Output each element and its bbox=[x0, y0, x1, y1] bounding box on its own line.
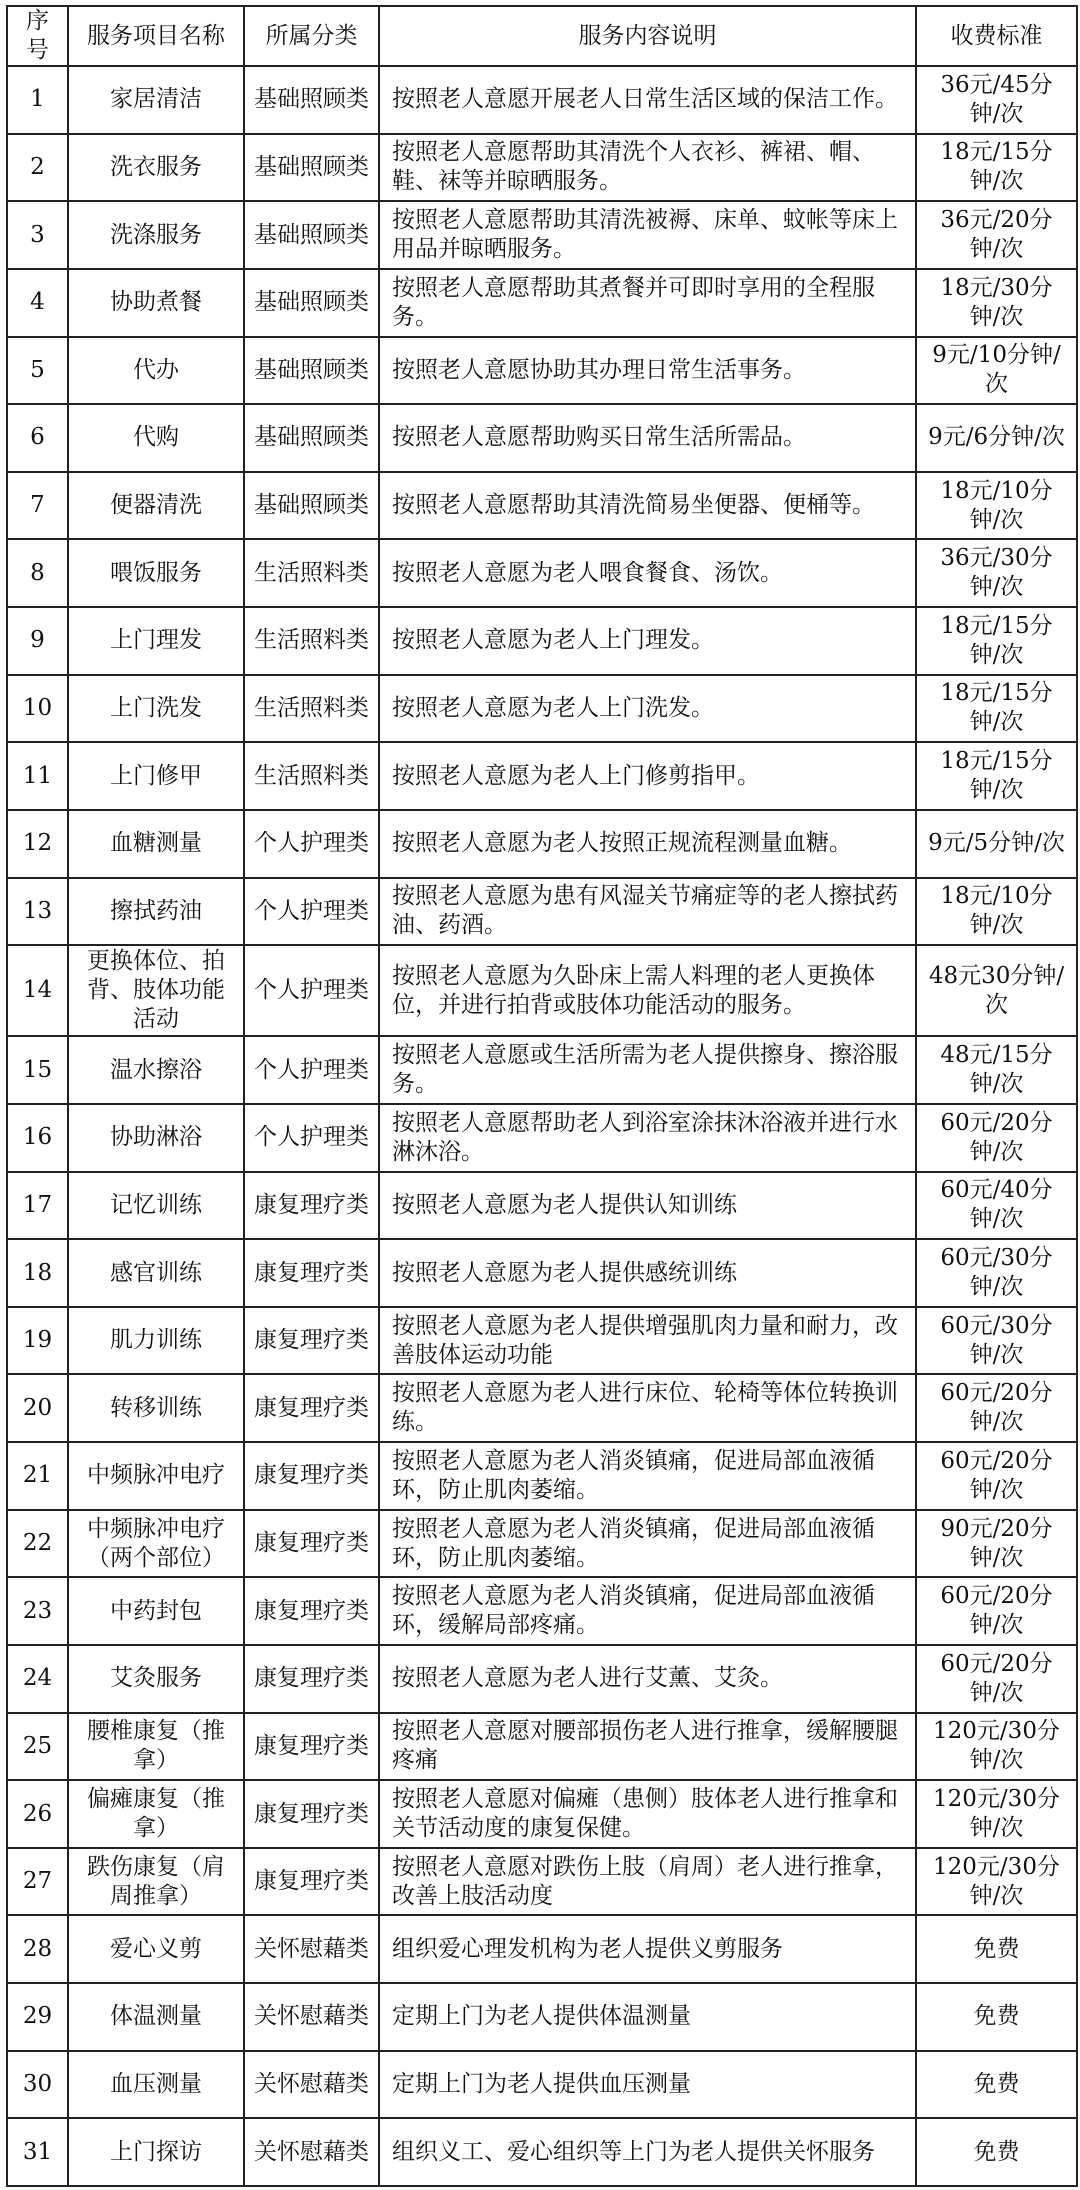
service-fee: 60元/40分钟/次 bbox=[916, 1172, 1077, 1240]
service-name: 血压测量 bbox=[68, 2051, 244, 2119]
row-number: 31 bbox=[7, 2118, 68, 2186]
service-name: 喂饭服务 bbox=[68, 539, 244, 607]
service-name: 中药封包 bbox=[68, 1577, 244, 1645]
service-fee: 免费 bbox=[916, 2118, 1077, 2186]
service-description: 按照老人意愿对偏瘫（患侧）肢体老人进行推拿和关节活动度的康复保健。 bbox=[379, 1780, 916, 1848]
service-fee: 120元/30分钟/次 bbox=[916, 1780, 1077, 1848]
service-category: 生活照料类 bbox=[244, 675, 379, 743]
service-name: 中频脉冲电疗 bbox=[68, 1442, 244, 1510]
service-fee: 36元/45分钟/次 bbox=[916, 66, 1077, 134]
service-name: 中频脉冲电疗（两个部位） bbox=[68, 1510, 244, 1578]
service-fee-table bbox=[6, 5, 1078, 2187]
service-description: 按照老人意愿为老人消炎镇痛，促进局部血液循环，缓解局部疼痛。 bbox=[379, 1577, 916, 1645]
service-fee: 120元/30分钟/次 bbox=[916, 1848, 1077, 1916]
header-service-name: 服务项目名称 bbox=[68, 6, 244, 66]
service-description: 按照老人意愿为老人喂食餐食、汤饮。 bbox=[379, 539, 916, 607]
service-fee: 9元/5分钟/次 bbox=[916, 810, 1077, 878]
service-category: 个人护理类 bbox=[244, 1104, 379, 1172]
service-category: 基础照顾类 bbox=[244, 472, 379, 540]
service-description: 按照老人意愿为老人上门理发。 bbox=[379, 607, 916, 675]
service-fee: 免费 bbox=[916, 1983, 1077, 2051]
service-category: 康复理疗类 bbox=[244, 1172, 379, 1240]
service-name: 上门理发 bbox=[68, 607, 244, 675]
header-description: 服务内容说明 bbox=[379, 6, 916, 66]
service-name: 感官训练 bbox=[68, 1239, 244, 1307]
row-number: 19 bbox=[7, 1307, 68, 1375]
service-description: 按照老人意愿帮助其煮餐并可即时享用的全程服务。 bbox=[379, 269, 916, 337]
table-row bbox=[7, 1780, 1077, 1848]
row-number: 4 bbox=[7, 269, 68, 337]
service-name: 上门修甲 bbox=[68, 742, 244, 810]
service-name: 代购 bbox=[68, 404, 244, 472]
service-name: 跌伤康复（肩周推拿） bbox=[68, 1848, 244, 1916]
service-fee: 18元/30分钟/次 bbox=[916, 269, 1077, 337]
table-row bbox=[7, 810, 1077, 878]
service-description: 按照老人意愿为老人上门修剪指甲。 bbox=[379, 742, 916, 810]
header-fee: 收费标准 bbox=[916, 6, 1077, 66]
table-row bbox=[7, 1577, 1077, 1645]
row-number: 29 bbox=[7, 1983, 68, 2051]
service-category: 康复理疗类 bbox=[244, 1645, 379, 1713]
service-description: 组织义工、爱心组织等上门为老人提供关怀服务 bbox=[379, 2118, 916, 2186]
row-number: 12 bbox=[7, 810, 68, 878]
service-description: 按照老人意愿为老人消炎镇痛，促进局部血液循环，防止肌肉萎缩。 bbox=[379, 1442, 916, 1510]
row-number: 18 bbox=[7, 1239, 68, 1307]
row-number: 25 bbox=[7, 1713, 68, 1781]
service-fee: 120元/30分钟/次 bbox=[916, 1713, 1077, 1781]
row-number: 10 bbox=[7, 675, 68, 743]
service-category: 基础照顾类 bbox=[244, 201, 379, 269]
row-number: 26 bbox=[7, 1780, 68, 1848]
table-row bbox=[7, 1307, 1077, 1375]
service-category: 康复理疗类 bbox=[244, 1374, 379, 1442]
table-row bbox=[7, 201, 1077, 269]
service-fee: 9元/10分钟/次 bbox=[916, 337, 1077, 405]
table-row bbox=[7, 1645, 1077, 1713]
row-number: 7 bbox=[7, 472, 68, 540]
service-description: 按照老人意愿为老人按照正规流程测量血糖。 bbox=[379, 810, 916, 878]
table-row bbox=[7, 472, 1077, 540]
service-fee: 60元/30分钟/次 bbox=[916, 1307, 1077, 1375]
service-description: 按照老人意愿为久卧床上需人料理的老人更换体位，并进行拍背或肢体功能活动的服务。 bbox=[379, 945, 916, 1036]
table-row bbox=[7, 66, 1077, 134]
service-name: 上门洗发 bbox=[68, 675, 244, 743]
row-number: 14 bbox=[7, 945, 68, 1036]
service-description: 按照老人意愿为老人上门洗发。 bbox=[379, 675, 916, 743]
table-row bbox=[7, 945, 1077, 1036]
service-name: 协助淋浴 bbox=[68, 1104, 244, 1172]
service-fee: 免费 bbox=[916, 1915, 1077, 1983]
row-number: 1 bbox=[7, 66, 68, 134]
service-name: 协助煮餐 bbox=[68, 269, 244, 337]
service-fee: 36元/30分钟/次 bbox=[916, 539, 1077, 607]
service-description: 组织爱心理发机构为老人提供义剪服务 bbox=[379, 1915, 916, 1983]
service-name: 血糖测量 bbox=[68, 810, 244, 878]
service-description: 按照老人意愿为老人消炎镇痛，促进局部血液循环，防止肌肉萎缩。 bbox=[379, 1510, 916, 1578]
service-category: 生活照料类 bbox=[244, 742, 379, 810]
service-description: 按照老人意愿协助其办理日常生活事务。 bbox=[379, 337, 916, 405]
table-row bbox=[7, 1172, 1077, 1240]
service-fee: 48元30分钟/次 bbox=[916, 945, 1077, 1036]
table-row bbox=[7, 269, 1077, 337]
table-row bbox=[7, 1713, 1077, 1781]
service-category: 个人护理类 bbox=[244, 810, 379, 878]
service-name: 腰椎康复（推拿） bbox=[68, 1713, 244, 1781]
service-category: 康复理疗类 bbox=[244, 1780, 379, 1848]
row-number: 2 bbox=[7, 134, 68, 202]
service-category: 个人护理类 bbox=[244, 945, 379, 1036]
service-name: 洗衣服务 bbox=[68, 134, 244, 202]
service-fee: 60元/20分钟/次 bbox=[916, 1442, 1077, 1510]
service-fee: 36元/20分钟/次 bbox=[916, 201, 1077, 269]
table-row bbox=[7, 742, 1077, 810]
service-category: 关怀慰藉类 bbox=[244, 1915, 379, 1983]
service-description: 定期上门为老人提供体温测量 bbox=[379, 1983, 916, 2051]
service-fee: 60元/20分钟/次 bbox=[916, 1645, 1077, 1713]
service-category: 基础照顾类 bbox=[244, 337, 379, 405]
service-category: 基础照顾类 bbox=[244, 134, 379, 202]
service-category: 生活照料类 bbox=[244, 607, 379, 675]
table-row bbox=[7, 607, 1077, 675]
table-row bbox=[7, 337, 1077, 405]
service-category: 个人护理类 bbox=[244, 1036, 379, 1104]
service-fee: 60元/20分钟/次 bbox=[916, 1374, 1077, 1442]
service-category: 康复理疗类 bbox=[244, 1442, 379, 1510]
service-name: 爱心义剪 bbox=[68, 1915, 244, 1983]
service-category: 康复理疗类 bbox=[244, 1239, 379, 1307]
table-row bbox=[7, 404, 1077, 472]
row-number: 28 bbox=[7, 1915, 68, 1983]
service-category: 生活照料类 bbox=[244, 539, 379, 607]
service-description: 按照老人意愿为患有风湿关节痛症等的老人擦拭药油、药酒。 bbox=[379, 878, 916, 946]
table-row bbox=[7, 2118, 1077, 2186]
service-name: 体温测量 bbox=[68, 1983, 244, 2051]
table-row bbox=[7, 1036, 1077, 1104]
row-number: 8 bbox=[7, 539, 68, 607]
service-fee: 18元/10分钟/次 bbox=[916, 472, 1077, 540]
row-number: 15 bbox=[7, 1036, 68, 1104]
row-number: 11 bbox=[7, 742, 68, 810]
service-description: 定期上门为老人提供血压测量 bbox=[379, 2051, 916, 2119]
service-description: 按照老人意愿为老人提供认知训练 bbox=[379, 1172, 916, 1240]
service-category: 康复理疗类 bbox=[244, 1848, 379, 1916]
service-fee: 18元/15分钟/次 bbox=[916, 675, 1077, 743]
service-description: 按照老人意愿为老人进行艾薰、艾灸。 bbox=[379, 1645, 916, 1713]
service-name: 温水擦浴 bbox=[68, 1036, 244, 1104]
table-row bbox=[7, 1374, 1077, 1442]
table-row bbox=[7, 675, 1077, 743]
service-name: 便器清洗 bbox=[68, 472, 244, 540]
service-name: 洗涤服务 bbox=[68, 201, 244, 269]
service-description: 按照老人意愿帮助老人到浴室涂抹沐浴液并进行水淋沐浴。 bbox=[379, 1104, 916, 1172]
header-row bbox=[7, 6, 1077, 66]
service-fee: 18元/15分钟/次 bbox=[916, 607, 1077, 675]
service-description: 按照老人意愿帮助其清洗个人衣衫、裤裙、帽、鞋、袜等并晾晒服务。 bbox=[379, 134, 916, 202]
service-name: 代办 bbox=[68, 337, 244, 405]
service-fee: 60元/20分钟/次 bbox=[916, 1577, 1077, 1645]
service-description: 按照老人意愿或生活所需为老人提供擦身、擦浴服务。 bbox=[379, 1036, 916, 1104]
row-number: 21 bbox=[7, 1442, 68, 1510]
service-fee: 48元/15分钟/次 bbox=[916, 1036, 1077, 1104]
service-category: 关怀慰藉类 bbox=[244, 2118, 379, 2186]
service-name: 擦拭药油 bbox=[68, 878, 244, 946]
table-row bbox=[7, 1442, 1077, 1510]
service-description: 按照老人意愿为老人提供感统训练 bbox=[379, 1239, 916, 1307]
row-number: 17 bbox=[7, 1172, 68, 1240]
service-name: 肌力训练 bbox=[68, 1307, 244, 1375]
service-category: 基础照顾类 bbox=[244, 269, 379, 337]
service-name: 更换体位、拍背、肢体功能活动 bbox=[68, 945, 244, 1036]
table-row bbox=[7, 1239, 1077, 1307]
table-row bbox=[7, 2051, 1077, 2119]
service-description: 按照老人意愿为老人提供增强肌肉力量和耐力，改善肢体运动功能 bbox=[379, 1307, 916, 1375]
service-fee: 60元/30分钟/次 bbox=[916, 1239, 1077, 1307]
table-row bbox=[7, 134, 1077, 202]
table-row bbox=[7, 539, 1077, 607]
service-fee: 90元/20分钟/次 bbox=[916, 1510, 1077, 1578]
service-fee: 18元/15分钟/次 bbox=[916, 742, 1077, 810]
row-number: 23 bbox=[7, 1577, 68, 1645]
service-fee: 免费 bbox=[916, 2051, 1077, 2119]
service-name: 转移训练 bbox=[68, 1374, 244, 1442]
service-description: 按照老人意愿帮助其清洗被褥、床单、蚊帐等床上用品并晾晒服务。 bbox=[379, 201, 916, 269]
row-number: 20 bbox=[7, 1374, 68, 1442]
row-number: 13 bbox=[7, 878, 68, 946]
row-number: 5 bbox=[7, 337, 68, 405]
service-description: 按照老人意愿开展老人日常生活区域的保洁工作。 bbox=[379, 66, 916, 134]
table-row bbox=[7, 1848, 1077, 1916]
service-category: 康复理疗类 bbox=[244, 1510, 379, 1578]
service-category: 康复理疗类 bbox=[244, 1307, 379, 1375]
row-number: 3 bbox=[7, 201, 68, 269]
service-name: 艾灸服务 bbox=[68, 1645, 244, 1713]
row-number: 24 bbox=[7, 1645, 68, 1713]
row-number: 30 bbox=[7, 2051, 68, 2119]
row-number: 16 bbox=[7, 1104, 68, 1172]
table-row bbox=[7, 1983, 1077, 2051]
row-number: 22 bbox=[7, 1510, 68, 1578]
service-fee: 60元/20分钟/次 bbox=[916, 1104, 1077, 1172]
service-description: 按照老人意愿对腰部损伤老人进行推拿，缓解腰腿疼痛 bbox=[379, 1713, 916, 1781]
service-name: 记忆训练 bbox=[68, 1172, 244, 1240]
service-fee: 18元/15分钟/次 bbox=[916, 134, 1077, 202]
service-category: 康复理疗类 bbox=[244, 1577, 379, 1645]
row-number: 9 bbox=[7, 607, 68, 675]
row-number: 27 bbox=[7, 1848, 68, 1916]
table-row bbox=[7, 1104, 1077, 1172]
service-category: 康复理疗类 bbox=[244, 1713, 379, 1781]
service-category: 基础照顾类 bbox=[244, 66, 379, 134]
service-description: 按照老人意愿为老人进行床位、轮椅等体位转换训练。 bbox=[379, 1374, 916, 1442]
service-name: 偏瘫康复（推拿） bbox=[68, 1780, 244, 1848]
table-row bbox=[7, 1915, 1077, 1983]
service-description: 按照老人意愿帮助其清洗简易坐便器、便桶等。 bbox=[379, 472, 916, 540]
service-name: 上门探访 bbox=[68, 2118, 244, 2186]
service-category: 基础照顾类 bbox=[244, 404, 379, 472]
service-name: 家居清洁 bbox=[68, 66, 244, 134]
service-fee: 9元/6分钟/次 bbox=[916, 404, 1077, 472]
service-fee: 18元/10分钟/次 bbox=[916, 878, 1077, 946]
service-category: 关怀慰藉类 bbox=[244, 1983, 379, 2051]
table-body bbox=[7, 66, 1077, 2186]
header-no: 序号 bbox=[7, 6, 68, 66]
service-description: 按照老人意愿对跌伤上肢（肩周）老人进行推拿，改善上肢活动度 bbox=[379, 1848, 916, 1916]
row-number: 6 bbox=[7, 404, 68, 472]
table-row bbox=[7, 1510, 1077, 1578]
header-category: 所属分类 bbox=[244, 6, 379, 66]
service-category: 个人护理类 bbox=[244, 878, 379, 946]
table-row bbox=[7, 878, 1077, 946]
service-description: 按照老人意愿帮助购买日常生活所需品。 bbox=[379, 404, 916, 472]
service-category: 关怀慰藉类 bbox=[244, 2051, 379, 2119]
